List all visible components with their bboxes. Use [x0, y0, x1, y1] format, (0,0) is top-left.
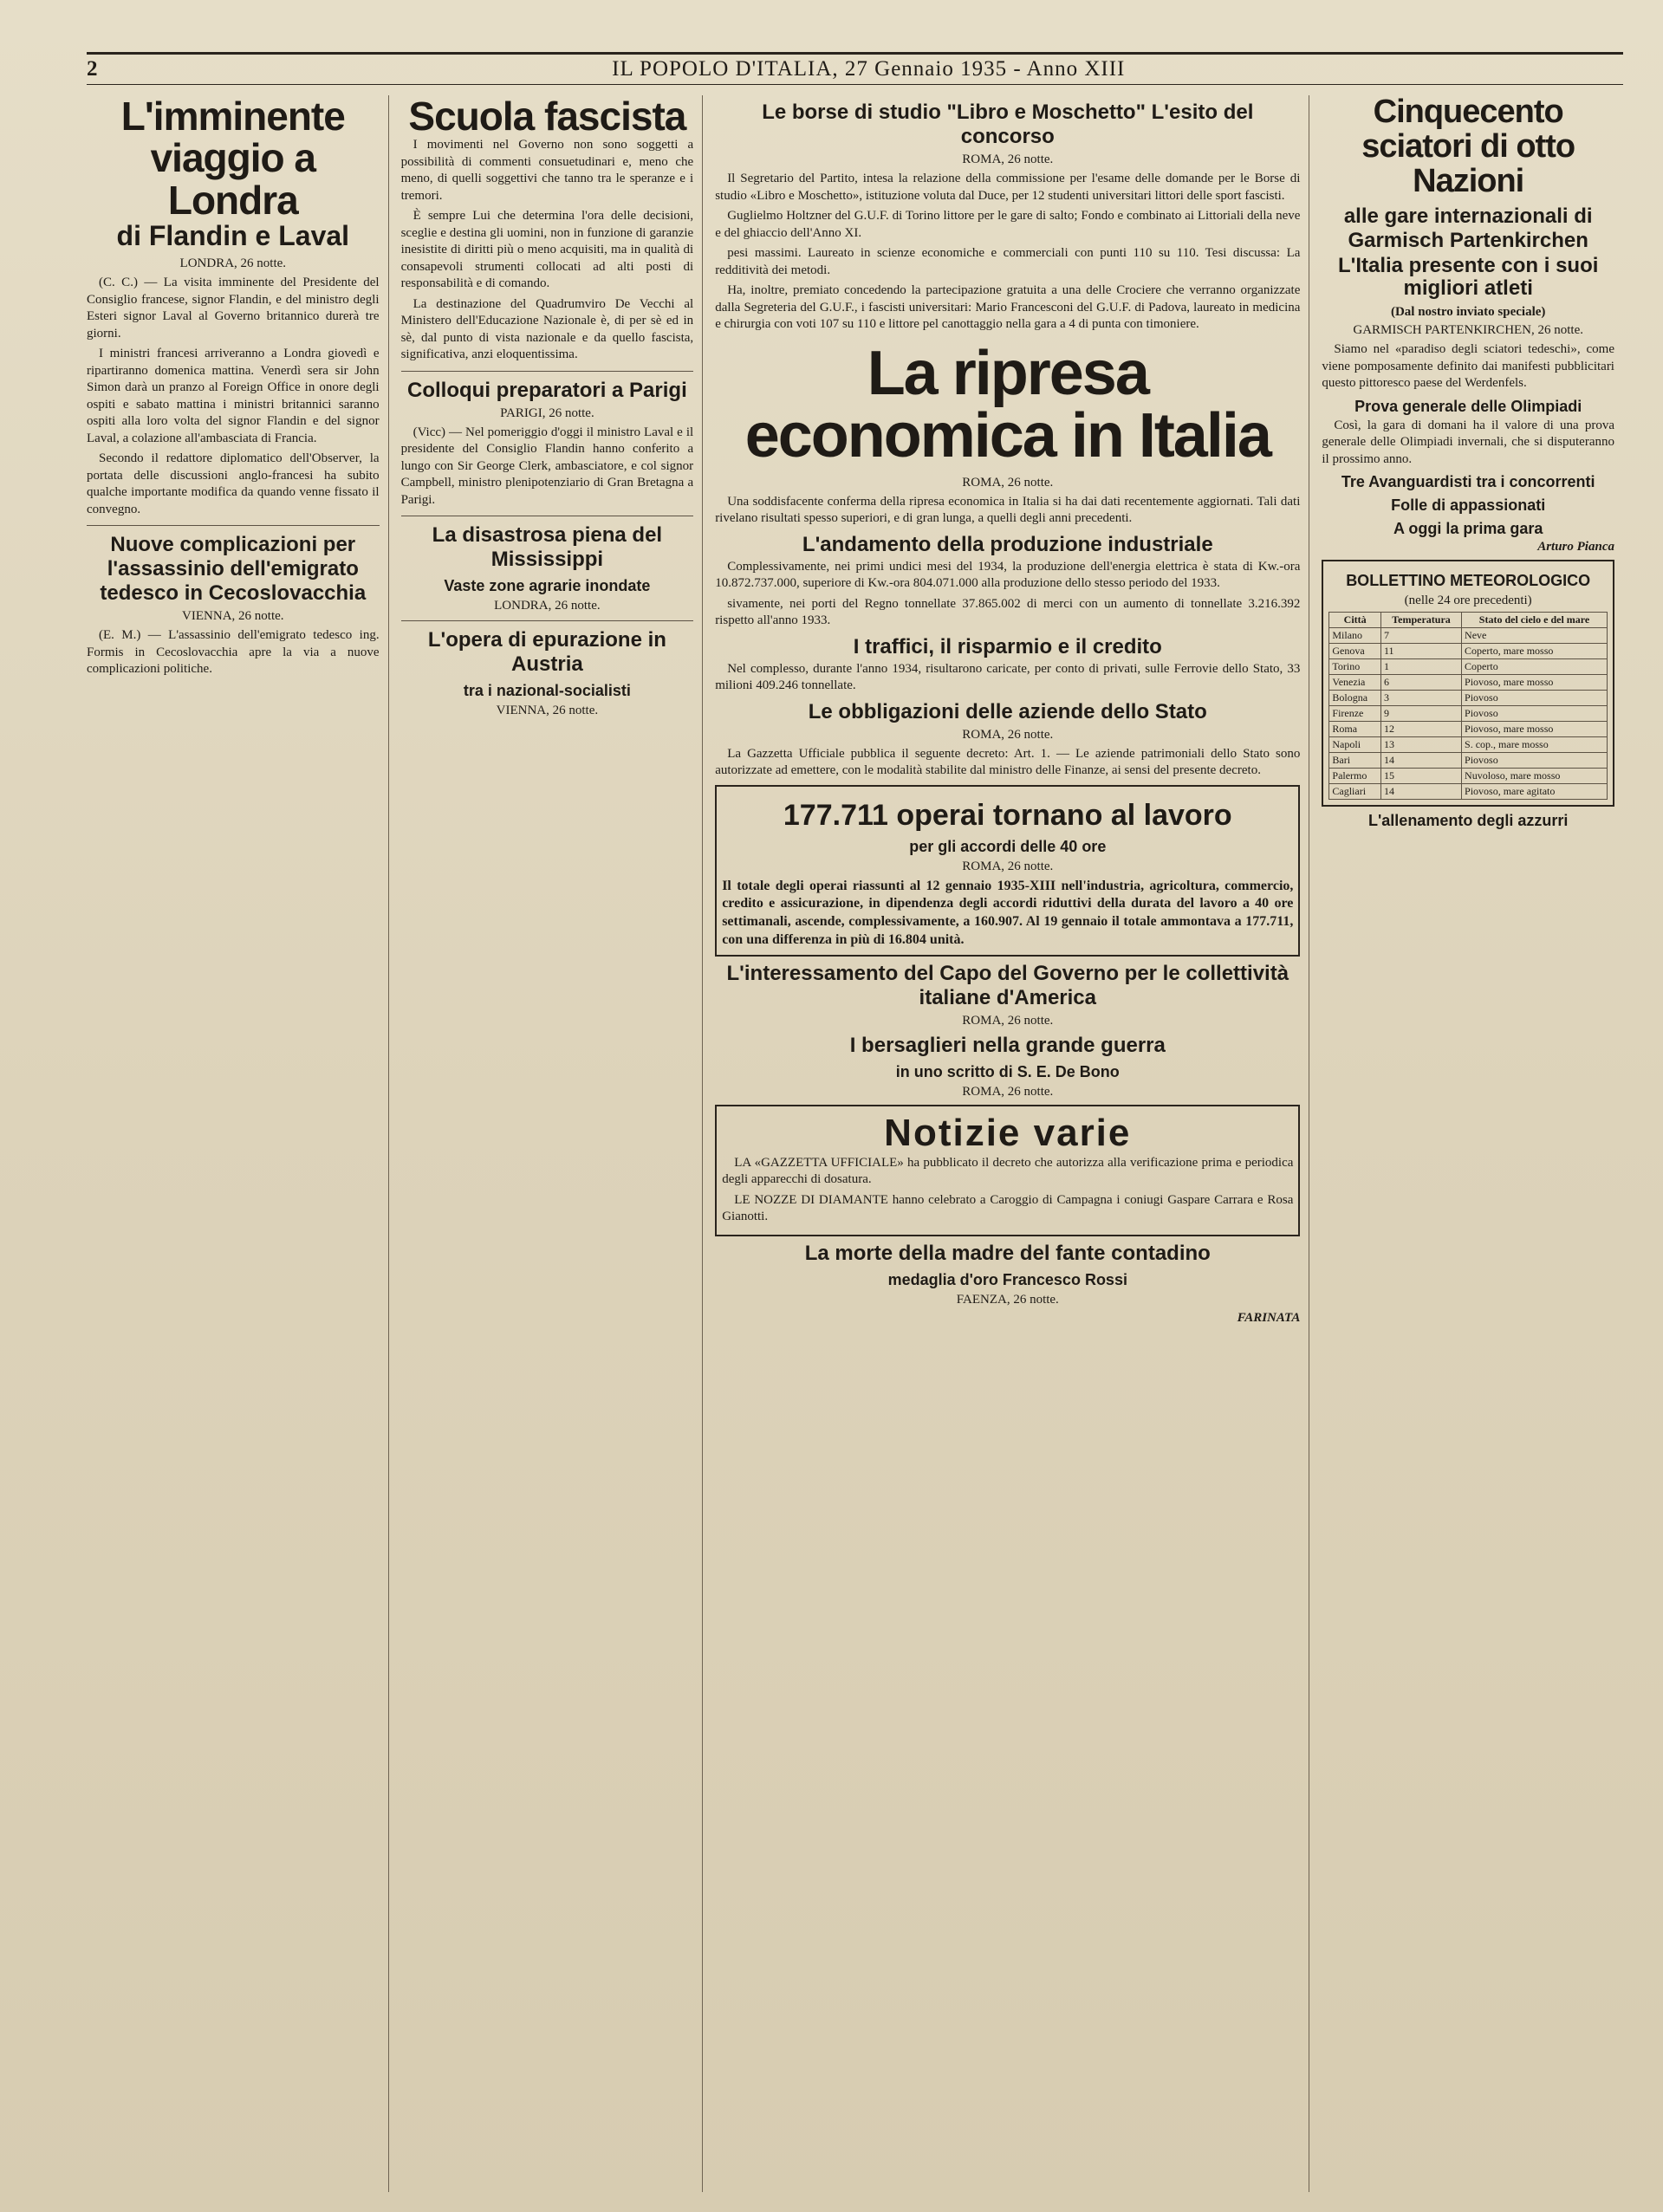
column-2: [401, 95, 704, 2192]
masthead: [87, 52, 1623, 85]
meteo-cell: Palermo: [1329, 769, 1381, 784]
meteo-cell: 12: [1380, 722, 1461, 737]
meteo-cell: Nuvoloso, mare mosso: [1462, 769, 1608, 784]
meteo-cell: 9: [1380, 706, 1461, 722]
article-subhead-operai: per gli accordi delle 40 ore: [909, 837, 1107, 855]
meteo-row: [1329, 659, 1608, 675]
dateline-economy: ROMA, 26 notte.: [962, 475, 1054, 490]
subheading-folle: Folle di appassionati: [1391, 496, 1546, 515]
meteo-cell: Torino: [1329, 659, 1381, 675]
paragraph: Ha, inoltre, premiato concedendo la partecipazione gratuita a una delle Crociere che verranno organizzate dalla Segreteria del G.U.F., i fascisti universitari: Mario Francesconi del G.U.F. di Padova, laureato in medicina e chirurgia con voti 107 su 110 e littore pel canottaggio nella gara a 4 di punta con timoniere.: [715, 283, 1301, 331]
article-headline-scuola: Scuola fascista: [408, 95, 686, 139]
meteo-cell: 3: [1380, 691, 1461, 706]
column-3-4: [715, 95, 1309, 2192]
meteo-row: [1329, 737, 1608, 753]
meteo-cell: Venezia: [1329, 675, 1381, 691]
meteo-row: [1329, 722, 1608, 737]
paragraph: Nel complesso, durante l'anno 1934, risultarono caricate, per conto di privati, sulle Ferrovie dello Stato, 33 milioni 409.246 tonnellate.: [715, 661, 1301, 692]
meteo-cell: Napoli: [1329, 737, 1381, 753]
paragraph: La destinazione del Quadrumviro De Vecchi al Ministero dell'Educazione Nazionale è, di per sè ed in sè, dal punto di vista nazionale e da quello fascista, significativa, anzi eloquentissima.: [400, 296, 694, 362]
paragraph: Guglielmo Holtzner del G.U.F. di Torino littore per le gare di salto; Fondo e combinato ai Littoriali della neve e del ghiaccio dell'Anno XI.: [715, 209, 1301, 240]
dateline-parigi: PARIGI, 26 notte.: [500, 405, 594, 420]
meteo-cell: 11: [1380, 644, 1461, 659]
article-subhead-bersaglieri: in uno scritto di S. E. De Bono: [895, 1062, 1120, 1080]
dateline-london: LONDRA, 26 notte.: [179, 256, 287, 271]
meteo-cell: 14: [1380, 784, 1461, 800]
paragraph: I ministri francesi arriveranno a Londra giovedì e ripartiranno domenica mattina. Venerdì sera sir John Simon darà un pranzo al Foreign Office in onore degli ospiti e sabato mattina i ministri britannici saranno ospiti alla loro volta del signor Flandin e del signor Laval, a colazione all'ambasciata di Francia.: [87, 347, 380, 445]
meteo-row: [1329, 769, 1608, 784]
meteo-row: [1329, 675, 1608, 691]
article-subhead-london: di Flandin e Laval: [116, 219, 350, 251]
operai-notice: Il totale degli operai riassunti al 12 gennaio 1935-XIII nell'industria, agricoltura, commercio, credito e assicurazione, in dipendenza degli accordi riduttivi della durata del lavoro a 40 ore settimanali, ascende, complessivamente, a 160.907. Al 19 gennaio il totale ammontava a 177.711, con una differenza in più di 16.804 unità.: [722, 878, 1294, 947]
meteo-cell: 13: [1380, 737, 1461, 753]
dateline-operai: ROMA, 26 notte.: [962, 859, 1054, 873]
meteo-cell: Piovoso: [1462, 706, 1608, 722]
paragraph: Il Segretario del Partito, intesa la relazione della commissione per l'esame delle domande per le Borse di studio «Libro e Moschetto», istituzione voluta dal Duce, per 12 studenti universitari littori delle sport fascisti.: [715, 172, 1301, 203]
article-headline-parigi: Colloqui preparatori a Parigi: [407, 378, 687, 402]
paragraph: pesi massimi. Laureato in scienze economiche e commerciali con punti 110 su 110. Tesi discussa: La redditività dei metodi.: [715, 246, 1301, 277]
paragraph: Secondo il redattore diplomatico dell'Observer, la portata delle discussioni anglo-francesi ha subito qualche importante modifica da quando venne fissato il convegno.: [87, 451, 380, 516]
notizie-box: [715, 1105, 1300, 1236]
article-headline-mississippi: La disastrosa piena del Mississippi: [432, 523, 663, 572]
dateline-faenza: FAENZA, 26 notte.: [956, 1292, 1059, 1307]
meteo-table: [1328, 612, 1608, 800]
meteo-row: [1329, 706, 1608, 722]
paragraph: La Gazzetta Ufficiale pubblica il seguente decreto: Art. 1. — Le aziende patrimoniali dello Stato sono autorizzate ad emettere, con le modalità stabilite dal ministro delle Finanze, ai sensi del presente decreto.: [715, 746, 1301, 777]
dateline-borse: ROMA, 26 notte.: [962, 152, 1054, 166]
meteo-box: [1322, 560, 1614, 807]
meteo-cell: Piovoso: [1462, 691, 1608, 706]
article-headline-operai: 177.711 operai tornano al lavoro: [783, 798, 1232, 832]
byline-farinata: FARINATA: [1237, 1310, 1301, 1325]
economy-banner: La ripresa economica in Italia: [744, 338, 1270, 470]
paragraph: È sempre Lui che determina l'ora delle decisioni, sceglie e destina gli uomini, non in funzione di garanzie inesistite di diritti più o meno acquisiti, ma in qualità di consapevoli strumenti collocati ad alti posti di responsabilità e di comando.: [400, 209, 694, 291]
meteo-header: Temperatura: [1380, 613, 1461, 628]
meteo-header: Stato del cielo e del mare: [1462, 613, 1608, 628]
meteo-row: [1329, 753, 1608, 769]
paragraph: Così, la gara di domani ha il valore di una prova generale delle Olimpiadi invernali, che si disputeranno il prossimo anno.: [1322, 418, 1614, 466]
meteo-cell: Piovoso, mare mosso: [1462, 675, 1608, 691]
meteo-cell: S. cop., mare mosso: [1462, 737, 1608, 753]
paragraph: (E. M.) — L'assassinio dell'emigrato tedesco ing. Formis in Cecoslovacchia apre la via a nuove complicazioni politiche.: [87, 628, 380, 677]
column-6: [1322, 95, 1623, 2192]
meteo-row: [1329, 784, 1608, 800]
divider: [401, 371, 694, 372]
meteo-subtitle: (nelle 24 ore precedenti): [1404, 594, 1532, 608]
dateline-obbligazioni: ROMA, 26 notte.: [962, 727, 1054, 742]
notizie-title: Notizie varie: [884, 1111, 1132, 1154]
correspondent-note: (Dal nostro inviato speciale): [1390, 305, 1546, 320]
article-headline-formis: Nuove complicazioni per l'assassinio dell'emigrato tedesco in Cecoslovacchia: [100, 533, 367, 606]
article-headline-capo-governo: L'interessamento del Capo del Governo per le collettività italiane d'America: [726, 961, 1289, 1009]
article-headline-bersaglieri: I bersaglieri nella grande guerra: [849, 1033, 1166, 1057]
meteo-cell: Cagliari: [1329, 784, 1381, 800]
meteo-title: BOLLETTINO METEOROLOGICO: [1346, 572, 1591, 590]
article-headline-obbligazioni: Le obbligazioni delle aziende dello Stato: [808, 699, 1207, 723]
meteo-cell: Roma: [1329, 722, 1381, 737]
meteo-cell: 6: [1380, 675, 1461, 691]
page-number: 2: [87, 57, 99, 81]
meteo-cell: 14: [1380, 753, 1461, 769]
meteo-body: [1329, 628, 1608, 800]
meteo-cell: 7: [1380, 628, 1461, 644]
meteo-cell: Genova: [1329, 644, 1381, 659]
meteo-cell: Bologna: [1329, 691, 1381, 706]
columns-wrap: [87, 95, 1623, 2192]
subheading-prova-generale: Prova generale delle Olimpiadi: [1354, 397, 1582, 415]
paragraph: Una soddisfacente conferma della ripresa economica in Italia si ha dai dati recentemente aggiornati. Tali dati rivelano risultati spesso superiori, e di gran lunga, a quelli degli anni precedenti.: [715, 494, 1301, 525]
meteo-cell: 1: [1380, 659, 1461, 675]
divider: [87, 525, 380, 526]
article-headline-sciatori: Cinquecento sciatori di otto Nazioni: [1361, 95, 1575, 199]
meteo-header: Città: [1329, 613, 1381, 628]
column-1: [87, 95, 389, 2192]
paragraph: Siamo nel «paradiso degli sciatori tedeschi», come viene pomposamente definito dai manifesti pubblicitari questo pittoresco paese del Werdenfels.: [1322, 342, 1614, 391]
newspaper-title: IL POPOLO D'ITALIA, 27 Gennaio 1935 - Anno XIII: [612, 57, 1126, 81]
subheading-prima-gara: A oggi la prima gara: [1393, 520, 1543, 538]
article-subhead-madre-fante: medaglia d'oro Francesco Rossi: [887, 1270, 1127, 1288]
paragraph: I movimenti nel Governo non sono soggetti a possibilità di commenti consuetudinari e, meno che meno, di quelli soggettivi che tanno tra le speranze e i tremori.: [400, 138, 694, 203]
paragraph: LE NOZZE DI DIAMANTE hanno celebrato a Caroggio di Campagna i coniugi Gaspare Carrara e Rosa Gianotti.: [722, 1192, 1294, 1224]
meteo-cell: Piovoso, mare agitato: [1462, 784, 1608, 800]
subheading-allenamento: L'allenamento degli azzurri: [1368, 812, 1569, 830]
paragraph: (Vicc) — Nel pomeriggio d'oggi il ministro Laval e il presidente del Consiglio Flandin hanno conferito a lungo con Sir George Clerk, ambasciatore, e col signor Campbell, ministro plenipotenziario di Gran Bretagna a Parigi.: [400, 425, 694, 507]
meteo-row: [1329, 644, 1608, 659]
meteo-cell: Coperto, mare mosso: [1462, 644, 1608, 659]
article-headline-borse: Le borse di studio "Libro e Moschetto" L'esito del concorso: [762, 101, 1254, 148]
meteo-cell: Firenze: [1329, 706, 1381, 722]
paragraph: LA «GAZZETTA UFFICIALE» ha pubblicato il decreto che autorizza alla verificazione prima e periodica degli apparecchi di dosatura.: [722, 1155, 1294, 1187]
subheading-avanguardisti: Tre Avanguardisti tra i concorrenti: [1341, 473, 1595, 491]
article-subhead-sciatori: alle gare internazionali di Garmisch Partenkirchen: [1343, 204, 1593, 252]
paragraph: (C. C.) — La visita imminente del Presidente del Consiglio francese, signor Flandin, e del ministro degli Esteri signor Laval al Governo britannico durerà tre giorni.: [87, 276, 380, 341]
article-subhead2-sciatori: L'Italia presente con i suoi migliori atleti: [1337, 253, 1599, 301]
divider: [401, 620, 694, 621]
meteo-header-row: [1329, 613, 1608, 628]
article-headline-austria: L'opera di epurazione in Austria: [427, 628, 666, 677]
article-subhead-austria: tra i nazional-socialisti: [463, 682, 631, 700]
meteo-cell: Bari: [1329, 753, 1381, 769]
byline-pianca: Arturo Pianca: [1537, 540, 1614, 555]
meteo-cell: Coperto: [1462, 659, 1608, 675]
meteo-cell: Piovoso: [1462, 753, 1608, 769]
dateline-vienna: VIENNA, 26 notte.: [182, 609, 284, 624]
operai-box: [715, 785, 1300, 957]
article-headline-industria: L'andamento della produzione industriale: [802, 532, 1213, 556]
paragraph: Complessivamente, nei primi undici mesi del 1934, la produzione dell'energia elettrica è stata di Kw.-ora 10.872.737.000, superiore di Kw.-ora 804.071.000 alla produzione dello stesso periodo del 1933.: [715, 559, 1301, 590]
meteo-row: [1329, 691, 1608, 706]
dateline-austria: VIENNA, 26 notte.: [496, 704, 599, 718]
article-headline-madre-fante: La morte della madre del fante contadino: [804, 1241, 1211, 1265]
meteo-cell: 15: [1380, 769, 1461, 784]
article-headline-london: L'imminente viaggio a Londra: [120, 95, 345, 223]
dateline-bersaglieri: ROMA, 26 notte.: [962, 1084, 1054, 1099]
meteo-cell: Piovoso, mare mosso: [1462, 722, 1608, 737]
dateline-garmisch: GARMISCH PARTENKIRCHEN, 26 notte.: [1353, 323, 1584, 338]
dateline-mississippi: LONDRA, 26 notte.: [494, 599, 601, 613]
meteo-cell: Neve: [1462, 628, 1608, 644]
article-subhead-mississippi: Vaste zone agrarie inondate: [444, 577, 651, 595]
dateline-capo-governo: ROMA, 26 notte.: [962, 1013, 1054, 1028]
article-headline-traffici: I traffici, il risparmio e il credito: [853, 634, 1162, 658]
meteo-cell: Milano: [1329, 628, 1381, 644]
meteo-row: [1329, 628, 1608, 644]
paragraph: sivamente, nei porti del Regno tonnellate 37.865.002 di merci con un aumento di tonnellate 3.216.392 rispetto all'anno 1933.: [715, 596, 1301, 627]
